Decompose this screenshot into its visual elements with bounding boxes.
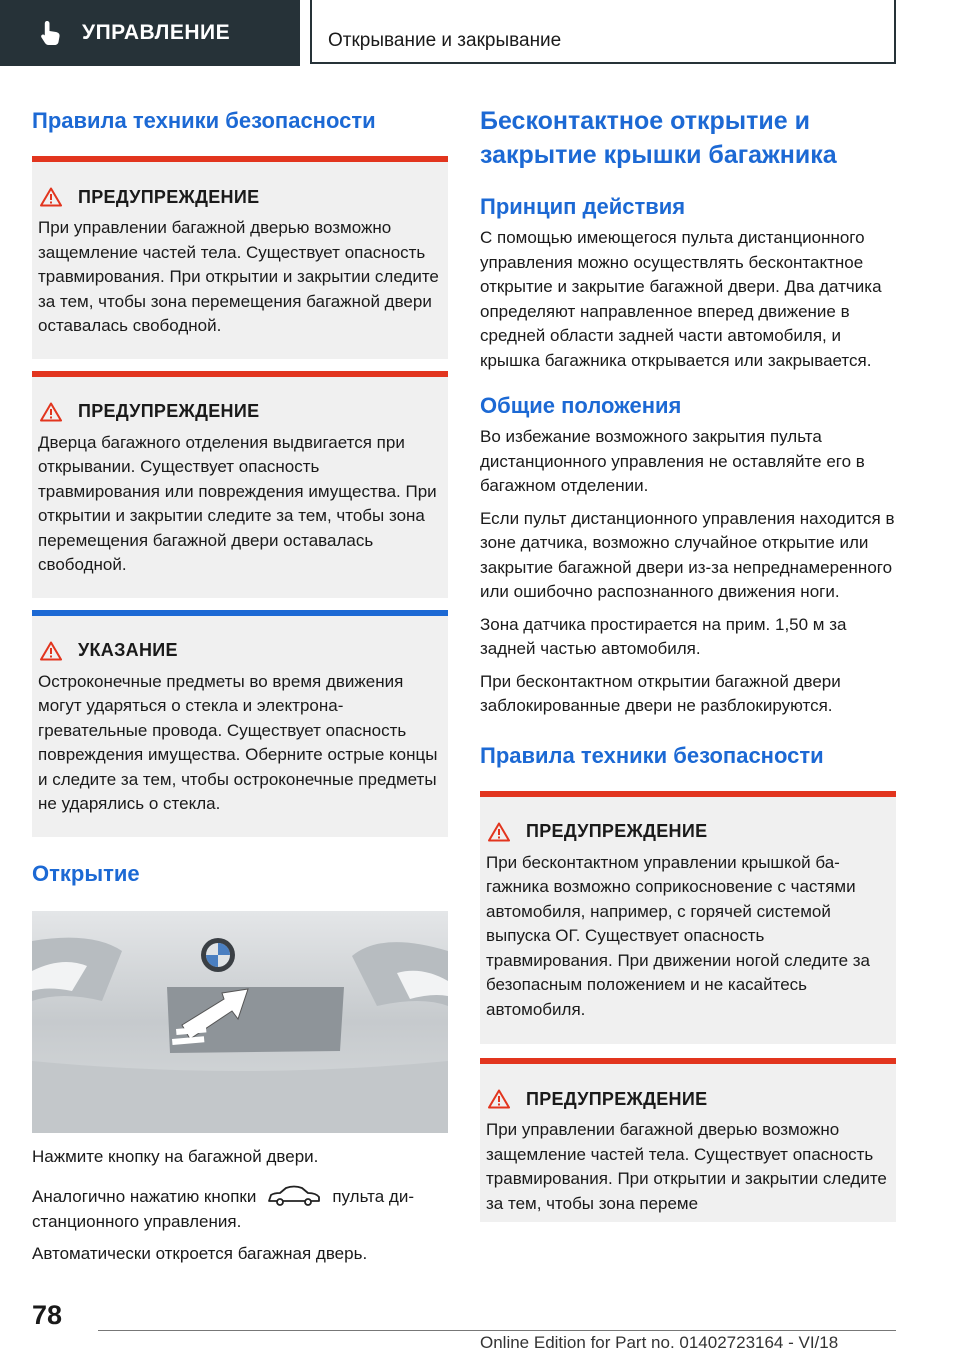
warning-title-text: ПРЕДУПРЕЖДЕНИЕ	[526, 1088, 708, 1109]
edition-text: Online Edition for Part no. 01402723164 - VI/18	[480, 1333, 839, 1352]
warning-triangle-icon	[488, 822, 510, 842]
page-header	[0, 0, 960, 66]
warning-text: При управлении багажной дверью возможно защемление частей тела. Существует опасность травмирования. При открытии и закрытии следите за тем, чтобы зона перемещения багажной двери оставалась свободной.	[38, 218, 439, 335]
warning-title	[480, 1086, 896, 1112]
auto-open-text: Автоматически откроется багажная дверь.	[32, 1244, 368, 1263]
warning-box	[32, 156, 448, 359]
warning-box	[480, 791, 896, 1045]
warning-triangle-icon	[40, 187, 62, 207]
warning-triangle-icon	[40, 402, 62, 422]
footer-divider	[98, 1330, 896, 1331]
left-column	[32, 98, 448, 1267]
general-text-2: Если пульт дистанционного управления находится в зоне датчика, возможно случайное открытие или закрытие багажной двери из-за непреднамеренного или ошибочно распознанного движения ноги.	[480, 508, 895, 601]
warning-title	[480, 819, 896, 845]
notice-bar	[32, 610, 448, 616]
opening-heading: Открытие	[32, 860, 140, 886]
page-number: 78	[32, 1300, 63, 1330]
contactless-heading: Бесконтактное открытие и закрытие крышки багажника	[480, 107, 837, 169]
section-tab	[0, 0, 300, 66]
notice-title	[32, 638, 448, 664]
remote-text-before: Аналогично нажатию кнопки	[32, 1187, 257, 1206]
notice-text: Остроконечные предметы во время движения могут ударяться о стекла и электронагревательные провода. Существует опасность повреждения имущества. Оберните острые концы и следите за тем, чтобы остроконечные предметы не ударялись о стекла.	[38, 671, 438, 813]
press-button-text: Нажмите кнопку на багажной двери.	[32, 1146, 319, 1166]
warning-title-text: ПРЕДУПРЕЖДЕНИЕ	[526, 821, 708, 841]
warning-bar	[32, 156, 448, 162]
section-title: УПРАВЛЕНИЕ	[82, 21, 231, 44]
general-subheading: Общие положения	[480, 393, 682, 418]
right-column	[480, 98, 896, 1222]
warning-triangle-icon	[488, 1089, 510, 1109]
warning-text: Дверца багажного отделения выдвигается при открывании. Существует опасность травмирования или повреждения имущества. При открытии и закрытии следите за тем, чтобы зона перемещения багажной двери оставалась свободной.	[38, 432, 437, 574]
notice-title-text: УКАЗАНИЕ	[78, 640, 178, 660]
chapter-tab	[310, 0, 896, 64]
warning-bar	[480, 791, 896, 797]
hand-pointer-icon	[40, 20, 62, 46]
warning-text: При управлении багажной дверью возможно защемление частей тела. Существует опасность травмирования. При открытии и закрытии следите за тем, чтобы зона переме	[486, 1120, 887, 1213]
warning-text: При бесконтактном управлении крышкой багажника возможно соприкосновение с частями автомобиля, например, с горячей системой выпуска ОГ. Существует опасность травмирования. При движении ногой следите за безопасным положением и не касайтесь автомобиля.	[486, 852, 871, 1019]
principle-subheading: Принцип действия	[480, 194, 686, 219]
trunk-illustration	[32, 911, 448, 1133]
general-text-1: Во избежание возможного закрытия пульта дистанционного управления не оставляйте его в багажном отделении.	[480, 427, 865, 495]
safety-heading: Правила техники безопасности	[32, 108, 376, 133]
chapter-title: Открывание и закрывание	[328, 30, 562, 51]
warning-bar	[480, 1058, 896, 1064]
remote-equivalent-text	[32, 1185, 448, 1234]
car-remote-icon	[266, 1185, 322, 1207]
warning-title	[32, 399, 448, 425]
warning-triangle-icon	[40, 641, 62, 661]
warning-bar	[32, 371, 448, 377]
warning-title-text: ПРЕДУПРЕЖДЕНИЕ	[78, 401, 260, 421]
safety-heading-right: Правила техники безопасности	[480, 742, 824, 768]
remote-text-after: пульта дистанционного управления.	[32, 1187, 414, 1231]
warning-title-text: ПРЕДУПРЕЖДЕНИЕ	[78, 186, 260, 207]
general-text-3: Зона датчика простирается на прим. 1,50 м за задней частью автомобиля.	[480, 614, 847, 658]
warning-box	[32, 371, 448, 598]
notice-box	[32, 610, 448, 837]
warning-title	[32, 184, 448, 210]
trunk-button-photo	[32, 911, 448, 1133]
general-text-4: При бесконтактном открытии багажной двери заблокированные двери не разблокируются.	[480, 671, 841, 715]
warning-box	[480, 1058, 896, 1222]
principle-text: С помощью имеющегося пульта дистанционного управления можно осуществлять бесконтактное открытие и закрытие багажной двери. Два датчика определяют направленное вперед движение в средней области задней части автомобиля, и крышка багажника открывается или закрывается.	[480, 228, 882, 370]
